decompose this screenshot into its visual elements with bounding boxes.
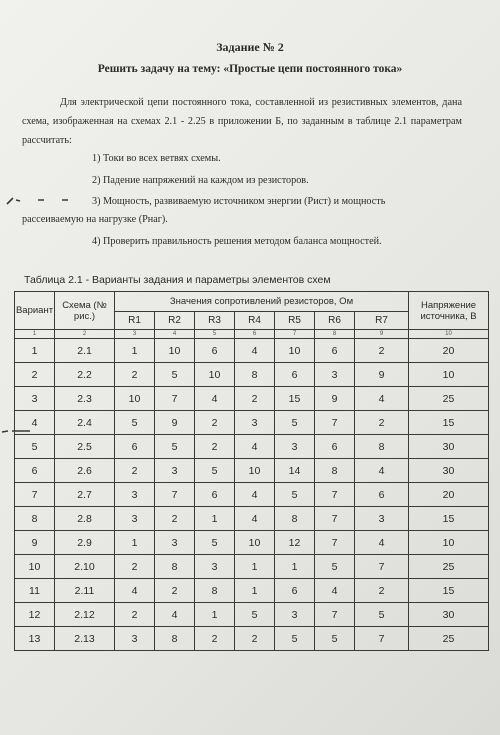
table-cell: 10 bbox=[235, 459, 275, 483]
table-row bbox=[15, 363, 489, 387]
table-cell: 5 bbox=[115, 411, 155, 435]
table-cell: 30 bbox=[409, 603, 489, 627]
header-voltage: Напряжение источника, В bbox=[409, 292, 489, 330]
header-r6: R6 bbox=[315, 312, 355, 330]
table-row bbox=[15, 459, 489, 483]
table-cell: 7 bbox=[15, 483, 55, 507]
table-cell: 6 bbox=[315, 435, 355, 459]
table-cell: 3 bbox=[195, 555, 235, 579]
table-cell: 7 bbox=[315, 603, 355, 627]
table-cell: 10 bbox=[275, 339, 315, 363]
table-cell: 7 bbox=[315, 507, 355, 531]
table-cell: 9 bbox=[15, 531, 55, 555]
table-cell: 3 bbox=[115, 507, 155, 531]
table-cell: 6 bbox=[115, 435, 155, 459]
table-cell: 2.11 bbox=[55, 579, 115, 603]
header-r2: R2 bbox=[155, 312, 195, 330]
table-cell: 7 bbox=[155, 387, 195, 411]
table-cell: 5 bbox=[275, 411, 315, 435]
table-cell: 2.7 bbox=[55, 483, 115, 507]
table-cell: 3 bbox=[155, 531, 195, 555]
variants-table bbox=[14, 291, 489, 651]
table-cell: 4 bbox=[355, 459, 409, 483]
table-cell: 4 bbox=[155, 603, 195, 627]
table-cell: 6 bbox=[195, 483, 235, 507]
header-scheme: Схема (№ рис.) bbox=[55, 292, 115, 330]
table-cell: 7 bbox=[315, 531, 355, 555]
col-number: 5 bbox=[195, 330, 235, 339]
table-cell: 1 bbox=[115, 339, 155, 363]
table-row bbox=[15, 387, 489, 411]
table-cell: 7 bbox=[315, 411, 355, 435]
table-cell: 5 bbox=[275, 627, 315, 651]
col-number: 9 bbox=[355, 330, 409, 339]
table-cell: 4 bbox=[355, 531, 409, 555]
col-number: 8 bbox=[315, 330, 355, 339]
table-cell: 2.12 bbox=[55, 603, 115, 627]
table-cell: 3 bbox=[115, 627, 155, 651]
table-cell: 25 bbox=[409, 627, 489, 651]
table-row bbox=[15, 483, 489, 507]
table-cell: 30 bbox=[409, 459, 489, 483]
table-cell: 4 bbox=[15, 411, 55, 435]
table-cell: 10 bbox=[409, 363, 489, 387]
table-row bbox=[15, 555, 489, 579]
table-cell: 5 bbox=[275, 483, 315, 507]
table-cell: 7 bbox=[355, 555, 409, 579]
table-cell: 6 bbox=[315, 339, 355, 363]
pen-mark bbox=[4, 192, 74, 208]
table-cell: 20 bbox=[409, 339, 489, 363]
table-cell: 8 bbox=[275, 507, 315, 531]
header-variant: Вариант bbox=[15, 292, 55, 330]
task-3-continued: рассеиваемую на нагрузке (Pнаг). bbox=[22, 214, 168, 225]
table-cell: 1 bbox=[195, 603, 235, 627]
col-number: 7 bbox=[275, 330, 315, 339]
table-cell: 2.3 bbox=[55, 387, 115, 411]
table-cell: 7 bbox=[355, 627, 409, 651]
table-cell: 3 bbox=[315, 363, 355, 387]
table-cell: 2 bbox=[355, 339, 409, 363]
table-cell: 12 bbox=[15, 603, 55, 627]
col-number: 3 bbox=[115, 330, 155, 339]
table-cell: 5 bbox=[355, 603, 409, 627]
table-cell: 9 bbox=[355, 363, 409, 387]
header-r5: R5 bbox=[275, 312, 315, 330]
col-number: 2 bbox=[55, 330, 115, 339]
table-cell: 1 bbox=[235, 555, 275, 579]
table-caption: Таблица 2.1 - Варианты задания и параметры элементов схем bbox=[24, 274, 331, 286]
task-2: 2) Падение напряжений на каждом из резисторов. bbox=[92, 175, 309, 186]
intro-paragraph: Для электрической цепи постоянного тока, составленной из резистивных элементов, дана схема, изображенная на схемах 2.1 - 2.25 в приложении Б, по заданным в таблице 2.1 параметрам рассчитать: bbox=[22, 97, 462, 146]
table-cell: 2.1 bbox=[55, 339, 115, 363]
table-cell: 2.13 bbox=[55, 627, 115, 651]
table-cell: 4 bbox=[235, 339, 275, 363]
table-cell: 6 bbox=[275, 363, 315, 387]
table-row bbox=[15, 435, 489, 459]
table-row bbox=[15, 603, 489, 627]
col-number: 1 bbox=[15, 330, 55, 339]
table-cell: 4 bbox=[235, 435, 275, 459]
table-cell: 2.9 bbox=[55, 531, 115, 555]
table-cell: 2 bbox=[115, 459, 155, 483]
table-cell: 10 bbox=[115, 387, 155, 411]
table-cell: 15 bbox=[275, 387, 315, 411]
table-cell: 2 bbox=[355, 579, 409, 603]
table-cell: 11 bbox=[15, 579, 55, 603]
table-cell: 15 bbox=[409, 507, 489, 531]
table-cell: 2 bbox=[115, 555, 155, 579]
task-4: 4) Проверить правильность решения методом баланса мощностей. bbox=[92, 236, 382, 247]
table-cell: 1 bbox=[115, 531, 155, 555]
table-row bbox=[15, 627, 489, 651]
table-cell: 1 bbox=[195, 507, 235, 531]
table-cell: 8 bbox=[195, 579, 235, 603]
table-cell: 10 bbox=[235, 531, 275, 555]
table-cell: 2 bbox=[355, 411, 409, 435]
table-cell: 2.8 bbox=[55, 507, 115, 531]
table-cell: 12 bbox=[275, 531, 315, 555]
table-cell: 2.6 bbox=[55, 459, 115, 483]
table-row bbox=[15, 339, 489, 363]
table-cell: 5 bbox=[195, 531, 235, 555]
header-resistors-group: Значения сопротивлений резисторов, Ом bbox=[115, 292, 409, 312]
table-cell: 2 bbox=[235, 387, 275, 411]
table-cell: 6 bbox=[355, 483, 409, 507]
col-number: 4 bbox=[155, 330, 195, 339]
table-cell: 13 bbox=[15, 627, 55, 651]
header-r4: R4 bbox=[235, 312, 275, 330]
table-cell: 8 bbox=[15, 507, 55, 531]
table-cell: 5 bbox=[155, 435, 195, 459]
table-cell: 10 bbox=[15, 555, 55, 579]
task-1: 1) Токи во всех ветвях схемы. bbox=[92, 153, 221, 164]
table-cell: 10 bbox=[155, 339, 195, 363]
table-cell: 1 bbox=[235, 579, 275, 603]
table-cell: 3 bbox=[155, 459, 195, 483]
table-cell: 8 bbox=[155, 627, 195, 651]
table-cell: 25 bbox=[409, 387, 489, 411]
table-cell: 2.10 bbox=[55, 555, 115, 579]
table-cell: 2 bbox=[115, 603, 155, 627]
table-cell: 2 bbox=[15, 363, 55, 387]
header-r7: R7 bbox=[355, 312, 409, 330]
table-cell: 14 bbox=[275, 459, 315, 483]
table-cell: 5 bbox=[15, 435, 55, 459]
table-cell: 6 bbox=[275, 579, 315, 603]
header-r3: R3 bbox=[195, 312, 235, 330]
table-cell: 5 bbox=[235, 603, 275, 627]
table-cell: 4 bbox=[355, 387, 409, 411]
table-cell: 2 bbox=[195, 411, 235, 435]
table-cell: 4 bbox=[115, 579, 155, 603]
table-cell: 6 bbox=[195, 339, 235, 363]
table-cell: 9 bbox=[155, 411, 195, 435]
table-cell: 2 bbox=[195, 627, 235, 651]
table-cell: 8 bbox=[315, 459, 355, 483]
table-cell: 2 bbox=[195, 435, 235, 459]
table-cell: 20 bbox=[409, 483, 489, 507]
table-cell: 2.2 bbox=[55, 363, 115, 387]
col-number: 10 bbox=[409, 330, 489, 339]
col-number: 6 bbox=[235, 330, 275, 339]
table-cell: 1 bbox=[15, 339, 55, 363]
table-cell: 2 bbox=[155, 507, 195, 531]
table-cell: 15 bbox=[409, 579, 489, 603]
table-cell: 10 bbox=[409, 531, 489, 555]
table-cell: 2.5 bbox=[55, 435, 115, 459]
table-cell: 25 bbox=[409, 555, 489, 579]
table-cell: 3 bbox=[275, 603, 315, 627]
table-cell: 5 bbox=[155, 363, 195, 387]
table-cell: 6 bbox=[15, 459, 55, 483]
table-row bbox=[15, 579, 489, 603]
table-cell: 4 bbox=[315, 579, 355, 603]
table-cell: 2 bbox=[235, 627, 275, 651]
table-cell: 8 bbox=[155, 555, 195, 579]
table-row bbox=[15, 411, 489, 435]
table-cell: 2 bbox=[155, 579, 195, 603]
table-cell: 4 bbox=[235, 483, 275, 507]
table-cell: 9 bbox=[315, 387, 355, 411]
table-row bbox=[15, 507, 489, 531]
table-cell: 30 bbox=[409, 435, 489, 459]
task-3: 3) Мощность, развиваемую источником энергии (Pист) и мощность bbox=[92, 196, 386, 207]
table-cell: 2.4 bbox=[55, 411, 115, 435]
table-cell: 4 bbox=[235, 507, 275, 531]
table-cell: 2 bbox=[115, 363, 155, 387]
table-row bbox=[15, 531, 489, 555]
assignment-subtitle: Решить задачу на тему: «Простые цепи постоянного тока» bbox=[97, 63, 403, 75]
table-cell: 5 bbox=[315, 555, 355, 579]
table-cell: 10 bbox=[195, 363, 235, 387]
table-cell: 3 bbox=[15, 387, 55, 411]
table-cell: 8 bbox=[235, 363, 275, 387]
table-cell: 4 bbox=[195, 387, 235, 411]
table-cell: 7 bbox=[155, 483, 195, 507]
table-cell: 3 bbox=[115, 483, 155, 507]
table-cell: 3 bbox=[355, 507, 409, 531]
table-cell: 8 bbox=[355, 435, 409, 459]
table-cell: 5 bbox=[315, 627, 355, 651]
header-r1: R1 bbox=[115, 312, 155, 330]
table-cell: 1 bbox=[275, 555, 315, 579]
table-cell: 7 bbox=[315, 483, 355, 507]
table-cell: 3 bbox=[235, 411, 275, 435]
table-cell: 15 bbox=[409, 411, 489, 435]
assignment-title: Задание № 2 bbox=[216, 40, 284, 54]
table-cell: 5 bbox=[195, 459, 235, 483]
table-cell: 3 bbox=[275, 435, 315, 459]
